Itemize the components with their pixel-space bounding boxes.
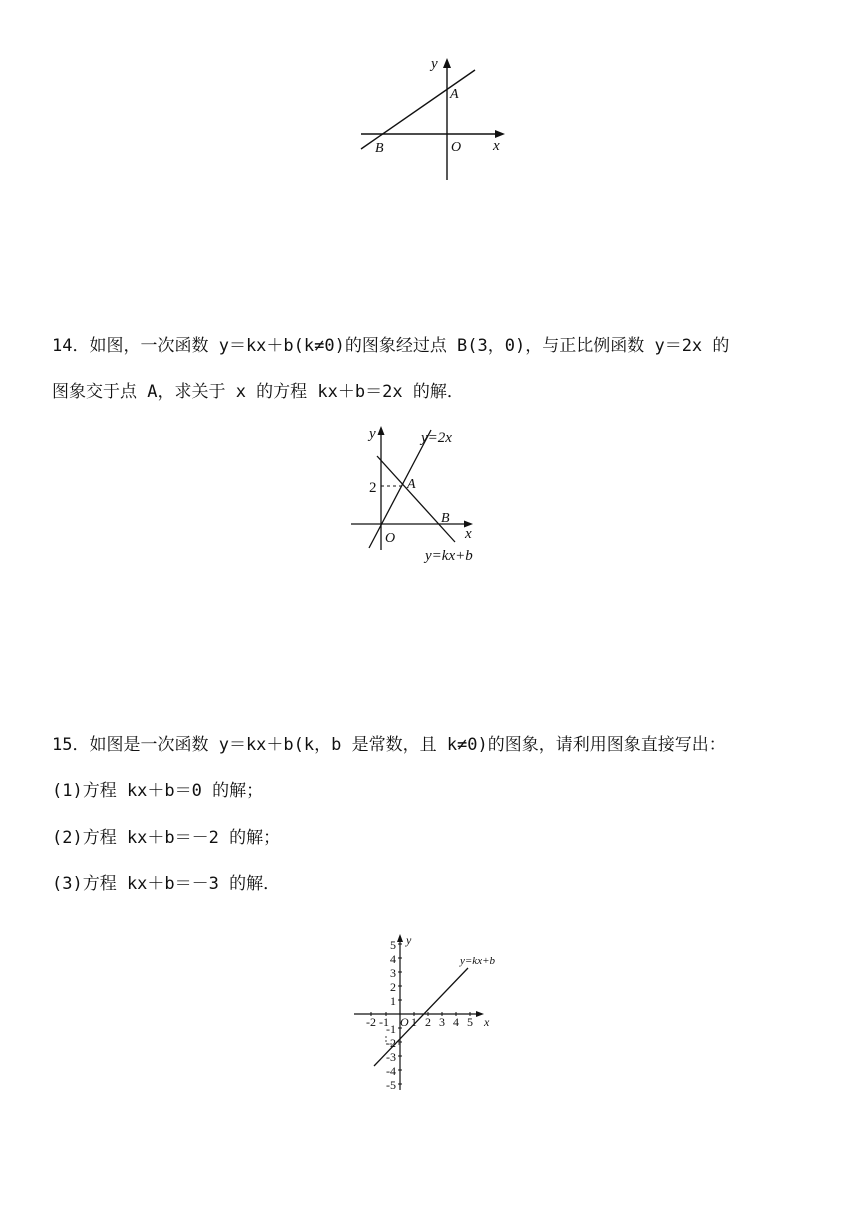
label-o: O [451, 140, 462, 155]
y-tick-label: -5 [386, 1078, 396, 1092]
x-axis-arrow [495, 130, 505, 138]
problem-15-line-1: 15．如图是一次函数 y＝kx＋b(k，b 是常数，且 k≠0)的图象，请利用图象直接写出： [52, 735, 726, 755]
y-tick-label: 3 [390, 966, 396, 980]
label-line-y-kx-b: y=kx+b [460, 955, 495, 967]
y-tick-label: 1 [390, 994, 396, 1008]
x-tick-label: 4 [453, 1015, 459, 1029]
line-ab [361, 70, 475, 149]
label-x: x [484, 1015, 490, 1029]
y-tick-label: 4 [390, 952, 396, 966]
problem-14-line-2: 图象交于点 A，求关于 x 的方程 kx＋b＝2x 的解． [52, 382, 464, 402]
label-x: x [493, 138, 500, 154]
x-tick-label: 3 [439, 1015, 445, 1029]
label-line-y-kx-b: y=kx+b [425, 548, 473, 564]
problem-15-question-1: (1)方程 kx＋b＝0 的解； [52, 781, 264, 801]
y-tick-label: -1 [386, 1022, 396, 1036]
x-axis-arrow [476, 1011, 484, 1017]
tick-label-2: 2 [369, 480, 377, 496]
y-tick-label: -4 [386, 1064, 396, 1078]
x-tick-label: 2 [425, 1015, 431, 1029]
label-y: y [369, 426, 376, 442]
problem-15-question-3: (3)方程 kx＋b＝－3 的解． [52, 874, 281, 894]
label-o: O [400, 1015, 409, 1029]
y-tick-label: 2 [390, 980, 396, 994]
label-b: B [441, 511, 450, 526]
figure-14-svg [345, 420, 505, 566]
label-a: A [450, 87, 459, 102]
x-tick-label: -2 [366, 1015, 376, 1029]
figure-15-svg [348, 928, 508, 1096]
y-tick-label: 5 [390, 938, 396, 952]
line-y-kx-b [377, 456, 455, 542]
label-line-y-2x: y=2x [421, 430, 452, 446]
y-axis-arrow [443, 58, 451, 68]
label-y: y [406, 933, 412, 947]
figure-14 [345, 420, 505, 566]
y-axis-arrow [397, 934, 403, 942]
x-tick-label: 5 [467, 1015, 473, 1029]
x-tick-label: 1 [411, 1015, 417, 1029]
y-axis-arrow [378, 426, 385, 435]
label-y: y [431, 56, 438, 72]
figure-13 [355, 52, 515, 186]
problem-15-question-2: (2)方程 kx＋b＝－2 的解； [52, 828, 281, 848]
label-x: x [465, 526, 472, 542]
y-tick-label: -2 [386, 1036, 396, 1050]
label-a: A [407, 477, 416, 492]
x-tick-label: -1 [379, 1015, 389, 1029]
y-tick-label: -3 [386, 1050, 396, 1064]
line-y-2x [369, 430, 431, 548]
label-o: O [385, 531, 396, 546]
label-b: B [375, 141, 384, 156]
figure-15 [348, 928, 508, 1096]
problem-14-line-1: 14．如图，一次函数 y＝kx＋b(k≠0)的图象经过点 B(3，0)，与正比例函数 y＝2x 的 [52, 336, 730, 356]
figure-13-svg [355, 52, 515, 186]
